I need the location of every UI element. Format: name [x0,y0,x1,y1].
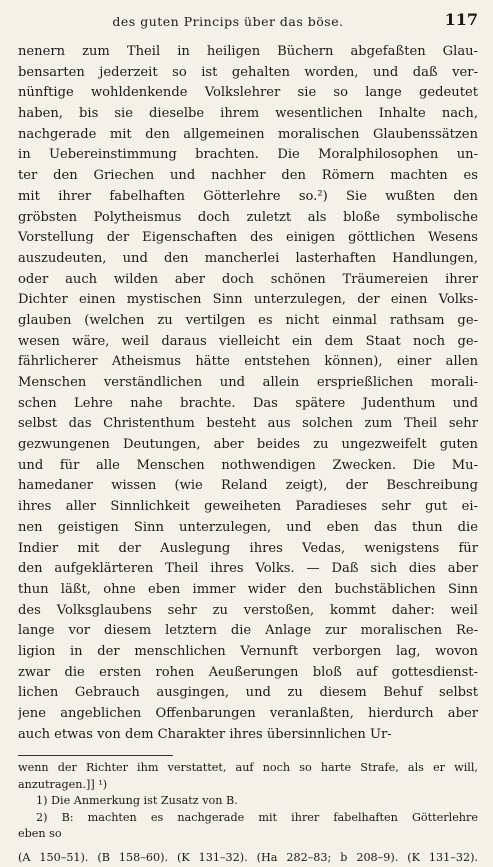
text-line: nenern zum Theil in heiligen Büchern abgefaßten Glau- [18,44,478,59]
footnote-continuation: anzutragen.]] ¹) [18,777,108,791]
footnote-1: 1) Die Anmerkung ist Zusatz von B. [36,794,238,808]
text-line: wesen wäre, weil daraus vielleicht ein dem Staat noch ge- [18,333,478,349]
text-line: schen Lehre nahe brachte. Das spätere Judenthum und [18,395,478,411]
text-line: selbst das Christenthum besteht aus solchen zum Theil sehr [18,416,478,432]
book-page [18,10,478,867]
text-line: gröbsten Polytheismus doch zuletzt als bloße symbolische [18,209,478,225]
footnote-2: 2) B: machten es nachgerade mit ihrer fabelhaften Götterlehre [36,810,478,824]
text-line: jene angeblichen Offenbarungen veranlaßten, hierdurch aber [18,706,478,721]
main-text [18,42,478,745]
text-line: in Uebereinstimmung brachten. Die Moralphilosophen un- [18,147,478,163]
text-line: haben, bis sie dieselbe ihrem wesentlichen Inhalte nach, [18,106,478,122]
text-line: ihres aller Sinnlichkeit geweiheten Paradieses sehr gut ei- [18,499,478,515]
text-line: thun läßt, ohne eben immer wider den buchstäblichen Sinn [18,581,478,597]
text-line: Dichter einen mystischen Sinn unterzulegen, der einen Volks- [18,292,478,308]
text-line: mit ihrer fabelhaften Götterlehre so.²) Sie wußten den [18,188,478,204]
text-line: ligion in der menschlichen Vernunft verborgen lag, wovon [18,643,478,659]
footnotes [18,760,478,843]
footnote-divider [18,755,173,756]
footnote-2-continuation: eben so [18,827,62,841]
text-line: ter den Griechen und nachher den Römern machten es [18,168,478,184]
text-line: und für alle Menschen nothwendigen Zwecken. Die Mu- [18,457,478,473]
text-line: glauben (welchen zu vertilgen es nicht einmal rathsam ge- [18,312,478,328]
text-line: nen geistigen Sinn unterzulegen, und eben das thun die [18,519,478,535]
text-line: auszudeuten, und den mancherlei lasterhaften Handlungen, [18,250,478,266]
page-number: 117 [444,10,478,29]
text-line: lange vor diesem letztern die Anlage zur moralischen Re- [18,623,478,639]
text-line: des Volksglaubens sehr zu verstoßen, kommt daher: weil [18,602,478,618]
text-line: hamedaner wissen (wie Reland zeigt), der Beschreibung [18,478,478,494]
edition-references: (A 150–51). (B 158–60). (K 131–32). (Ha 282–83; b 208–9). (K 131–32). [18,850,478,864]
text-line: gezwungenen Deutungen, aber beides zu ungezweifelt guten [18,437,478,453]
text-line: Indier mit der Auslegung ihres Vedas, wenigstens für [18,540,478,556]
text-line: bensarten jederzeit so ist gehalten worden, und daß ver- [18,64,478,80]
text-line: oder auch wilden aber doch schönen Träumereien ihrer [18,271,478,287]
text-line: Vorstellung der Eigenschaften des einigen göttlichen Wesens [18,230,478,246]
page-header [18,10,478,36]
text-line: nachgerade mit den allgemeinen moralischen Glaubenssätzen [18,126,478,142]
text-line: Menschen verständlichen und allein ersprießlichen morali- [18,375,478,390]
text-line: nünftige wohldenkende Volkslehrer sie so lange gedeutet [18,85,478,101]
footnote-continuation: wenn der Richter ihm verstattet, auf noch so harte Strafe, als er will, [18,761,478,775]
text-line: auch etwas von dem Charakter ihres übersinnlichen Ur- [18,726,392,742]
text-line: lichen Gebrauch ausgingen, und zu diesem Behuf selbst [18,685,478,701]
text-line: fährlicherer Atheismus hätte entstehen können), einer allen [18,354,478,370]
text-line: zwar die ersten rohen Aeußerungen bloß auf gottesdienst- [18,664,478,680]
running-title: des guten Princips über das böse. [112,14,344,29]
text-line: den aufgeklärteren Theil ihres Volks. — Daß sich dies aber [18,561,478,577]
